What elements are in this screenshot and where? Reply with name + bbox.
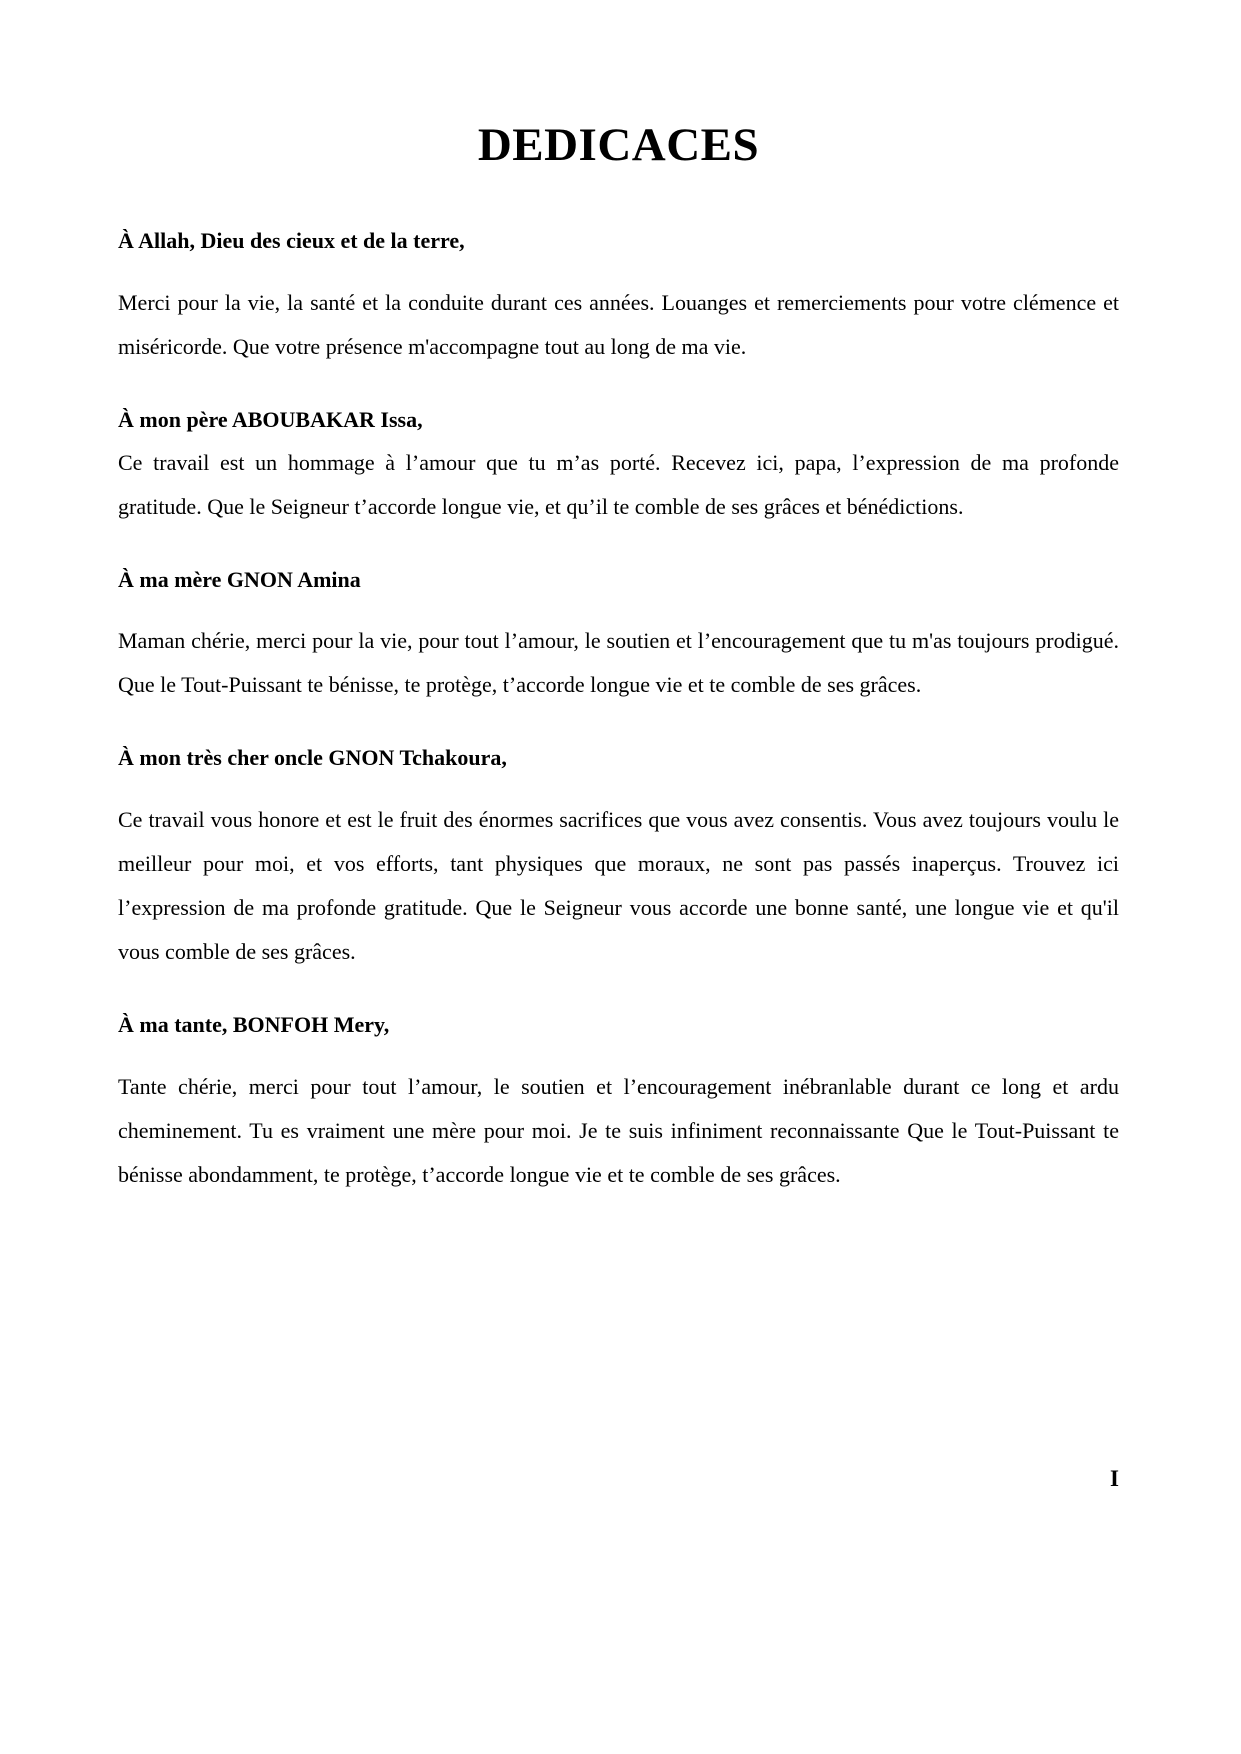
section-heading: À ma tante, BONFOH Mery, bbox=[118, 1012, 390, 1038]
dedication-section-allah bbox=[118, 220, 1119, 369]
dedication-section-pere bbox=[118, 399, 1119, 529]
page-title: DEDICACES bbox=[477, 119, 760, 171]
dedication-section-tante bbox=[118, 1004, 1119, 1197]
page-number: I bbox=[1110, 1466, 1119, 1491]
section-body: Maman chérie, merci pour la vie, pour tout l’amour, le soutien et l’encouragement que tu m'as toujours prodigué. Que le Tout-Puissant te bénisse, te protège, t’accorde longue vie et te comble de ses grâces. bbox=[118, 628, 1119, 698]
dedication-section-oncle bbox=[118, 737, 1119, 974]
section-heading: À Allah, Dieu des cieux et de la terre, bbox=[118, 228, 465, 253]
section-body: Tante chérie, merci pour tout l’amour, le soutien et l’encouragement inébranlable durant ce long et ardu cheminement. Tu es vraiment une mère pour moi. Je te suis infiniment reconnaissante Que le Tout-Puissant te bénisse abondamment, te protège, t’accorde longue vie et te comble de ses grâces. bbox=[118, 1073, 1119, 1187]
section-body: Merci pour la vie, la santé et la conduite durant ces années. Louanges et remerciements pour votre clémence et miséricorde. Que votre présence m'accompagne tout au long de ma vie. bbox=[118, 289, 1119, 359]
section-heading: À mon très cher oncle GNON Tchakoura, bbox=[118, 745, 507, 771]
section-heading: À mon père ABOUBAKAR Issa, bbox=[118, 406, 423, 432]
section-body: Ce travail vous honore et est le fruit des énormes sacrifices que vous avez consentis. Vous avez toujours voulu le meilleur pour moi, et vos efforts, tant physiques que moraux, ne sont pas passés inaperçus. Trouvez ici l’expression de ma profonde gratitude. Que le Seigneur vous accorde une bonne santé, une longue vie et qu'il vous comble de ses grâces. bbox=[118, 807, 1119, 965]
section-heading: À ma mère GNON Amina bbox=[118, 566, 361, 592]
dedication-section-mere bbox=[118, 559, 1119, 708]
section-body: Ce travail est un hommage à l’amour que tu m’as porté. Recevez ici, papa, l’expression de ma profonde gratitude. Que le Seigneur t’accorde longue vie, et qu’il te comble de ses grâces et bénédictions. bbox=[118, 449, 1119, 519]
